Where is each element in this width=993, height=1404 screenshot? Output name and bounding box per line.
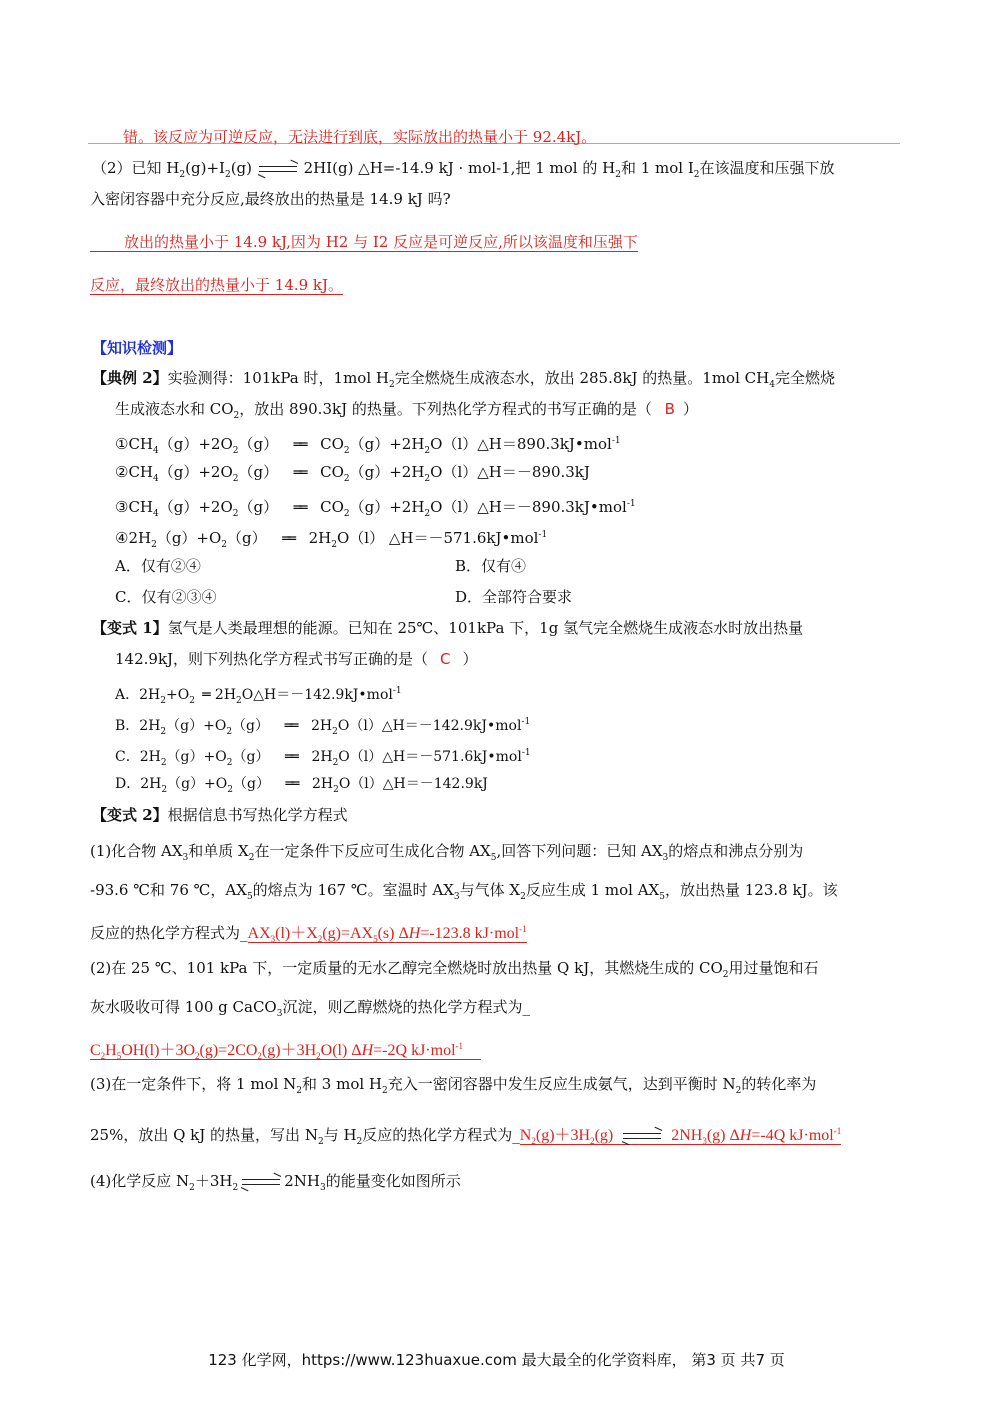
option-3: $③CH_4(g)+2O_2(g)$ ══ $CO_2(g)+2H_2O(l)\triangle H=-890.3kJ•mol^{-1}$ [115,498,636,519]
variant-1-option-d: D．$2H_2(g)+O_2(g)$ ══ $2H_2O(l)\triangle H=-142.9kJ$ [115,776,488,795]
reversible-arrow-icon [240,1176,282,1188]
part-3-answer: $N_2(g)+3H_2(g)$ $2NH_3(g)$ ΔH=-4Q kJ·mol$^{-1}$ [519,1126,842,1146]
variant-1-answer: C [440,650,451,668]
answer-2-line-1: 放出的热量小于 14.9 kJ,因为 H2 与 I2 反应是可逆反应,所以该温度和压强下 [90,231,638,253]
choice-d: D．全部符合要求 [455,588,573,606]
variant-1-option-c: C．$2H_2(g)+O_2(g)$ ══ $2H_2O(l)\triangle H=-571.6kJ•mol^{-1}$ [115,748,531,768]
page-footer: 123 化学网，https://www.123huaxue.com 最大最全的化学资料库， 第3 页 共7 页 [208,1351,785,1369]
answer-line-1: 错。该反应为可逆反应，无法进行到底，实际放出的热量小于 92.4kJ。 [123,128,597,146]
part-1-line-2: -93.6 ℃和 76 ℃，$AX_5$的熔点为 167 ℃。室温时 $AX_3$与气体 $X_2$反应生成 1 mol $AX_5$，放出热量 123.8 kJ。该 [90,881,838,902]
answer-2-line-2: 反应，最终放出的热量小于 14.9 kJ。 [90,276,344,294]
part-2-answer: $C_2H_5OH(l)+3O_2(g)=2CO_2(g)+3H_2O(l)$ ΔH=-2Q kJ·mol$^{-1}$ [90,1035,481,1067]
part-1-answer: $AX_3(l)+X_2(g)=AX_5(s)$ ΔH=-123.8 kJ·mol$^{-1}$ [247,924,527,944]
question-2-line-2: 入密闭容器中充分反应,最终放出的热量是 14.9 kJ 吗? [90,190,451,208]
part-1-line-1: (1)化合物 $AX_3$和单质 $X_2$在一定条件下反应可生成化合物 $AX_5$,回答下列问题：已知 $AX_3$的熔点和沸点分别为 [90,842,804,863]
example-2-line-1: 【典例 2】实验测得：101kPa 时，1mol $H_2$完全燃烧生成液态水，放出 285.8kJ 的热量。1mol $CH_4$完全燃烧 [92,369,835,390]
variant-1-line-1: 【变式 1】氢气是人类最理想的能源。已知在 25℃、101kPa 下，1g 氢气完全燃烧生成液态水时放出热量 [92,619,804,637]
variant-2-heading: 【变式 2】根据信息书写热化学方程式 [92,806,348,824]
part-4-line: (4)化学反应 $N_2+3H_2$ $2NH_3$的能量变化如图所示 [90,1172,461,1193]
option-4: $④2H_2(g)+O_2(g)$ ══ $2H_2O(l)$ △H＝－571.6kJ•mol$^{-1}$ [115,529,548,550]
reversible-arrow-icon [257,163,299,175]
choice-b: B．仅有④ [455,557,527,575]
part-3-line-2: 25%，放出 Q kJ 的热量，写出 $N_2$与 $H_2$反应的热化学方程式为$\_N_2(g)+3H_2(g)$ $2NH_3(g)$ ΔH=-4Q kJ·mol$^{-1}$ [90,1126,842,1147]
part-2-line-1: (2)在 25 ℃、101 kPa 下，一定质量的无水乙醇完全燃烧时放出热量 Q kJ，其燃烧生成的 $CO_2$用过量饱和石 [90,959,819,980]
part-3-line-1: (3)在一定条件下，将 1 mol $N_2$和 3 mol $H_2$充入一密闭容器中发生反应生成氨气，达到平衡时 $N_2$的转化率为 [90,1075,817,1096]
choice-c: C．仅有②③④ [115,588,217,606]
section-heading: 【知识检测】 [92,339,183,357]
variant-1-option-a: A．$2H_2+O_2$ ═ $2H_2O\triangle H=-142.9kJ•mol^{-1}$ [115,686,402,706]
option-1: $①CH_4(g)+2O_2(g)$ ══ $CO_2(g)+2H_2O(l)\triangle H=890.3kJ•mol^{-1}$ [115,435,621,456]
part-1-line-3: 反应的热化学方程式为$\_AX_3(l)+X_2(g)=AX_5(s)$ ΔH=-123.8 kJ·mol$^{-1}$ [90,924,527,944]
option-2: $②CH_4(g)+2O_2(g)$ ══ $CO_2(g)+2H_2O(l)\triangle H=-890.3kJ$ [115,463,590,484]
example-2-answer: B [664,400,675,418]
variant-1-option-b: B．$2H_2(g)+O_2(g)$ ══ $2H_2O(l)\triangle H=-142.9kJ•mol^{-1}$ [115,717,531,737]
example-2-line-2: 生成液态水和 $CO_2$，放出 890.3kJ 的热量。下列热化学方程式的书写正确的是（ B ） [115,400,698,421]
variant-1-line-2: 142.9kJ，则下列热化学方程式书写正确的是（ C ） [115,650,478,668]
question-2-line-1: （2）已知 $H_2(g)+I_2(g)$ 2HI(g) △H=-14.9 kJ · mol-1,把 1 mol 的 $H_2$和 1 mol $I_2$在该温度和压强下放 [92,159,835,180]
part-2-line-2: 灰水吸收可得 100 g CaCO$_3$沉淀，则乙醇燃烧的热化学方程式为_ [90,998,530,1019]
reversible-arrow-icon [621,1130,663,1142]
choice-a: A．仅有②④ [115,557,201,575]
